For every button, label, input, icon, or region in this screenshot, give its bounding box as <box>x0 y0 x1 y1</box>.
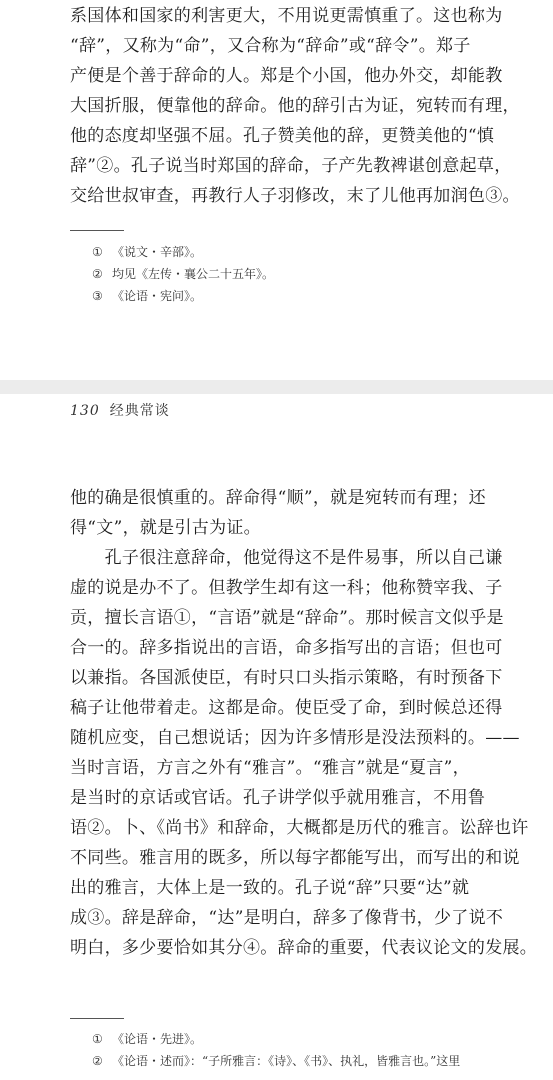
footnote-mark: ③ <box>92 289 103 303</box>
text-line: 他的态度却坚强不屈。孔子赞美他的辞，更赞美他的“慎 <box>70 126 495 146</box>
footnote-mark: ① <box>92 245 103 259</box>
footnote-divider <box>70 1018 124 1019</box>
footnote <box>92 1050 460 1072</box>
text-line: 以兼指。各国派使臣，有时只口头指示策略，有时预备下 <box>70 668 503 688</box>
footnote-text: 《论语・述而》：“子所雅言：《诗》、《书》、执礼，皆雅言也。”这里 <box>112 1054 461 1068</box>
text-line: 得“文”，就是引古为证。 <box>70 518 261 538</box>
footnote-text: 《说文・辛部》。 <box>112 245 203 259</box>
text-line: 语②。卜、《尚书》和辞命，大概都是历代的雅言。讼辞也许 <box>70 818 529 838</box>
footnote-mark: ② <box>92 267 103 281</box>
text-line: 辞”②。孔子说当时郑国的辞命，子产先教裨谌创意起草， <box>70 156 512 176</box>
text-line: 贡，擅长言语①，“言语”就是“辞命”。那时候言文似乎是 <box>70 608 504 628</box>
text-line: 交给世叔审查，再教行人子羽修改，末了儿他再加润色③。 <box>70 186 520 206</box>
book-page-top <box>0 0 553 380</box>
running-header <box>70 400 170 420</box>
footnote-mark: ① <box>92 1032 103 1046</box>
text-line: 随机应变，自己想说话；因为许多情形是没法预料的。—— <box>70 728 520 748</box>
text-line: 明白，多少要恰如其分④。辞命的重要，代表议论文的发展。 <box>70 938 538 958</box>
footnote-divider <box>70 230 124 231</box>
footnote <box>92 241 274 263</box>
text-line: 大国折服，便靠他的辞命。他的辞引古为证，宛转而有理， <box>70 96 520 116</box>
footnote-mark: ② <box>92 1054 103 1068</box>
footnote-text: 《论语・先进》。 <box>112 1032 203 1046</box>
text-line: “辞”，又称为“命”，又合称为“辞命”或“辞令”。郑子 <box>70 36 471 56</box>
text-line: 他的确是很慎重的。辞命得“顺”，就是宛转而有理；还 <box>70 488 486 508</box>
text-line: 当时言语，方言之外有“雅言”。“雅言”就是“夏言”， <box>70 758 470 778</box>
text-line: 虚的说是办不了。但教学生却有这一科；他称赞宰我、子 <box>70 578 503 598</box>
text-line: 系国体和国家的利害更大，不用说更需慎重了。这也称为 <box>70 6 503 26</box>
footnote-text: 《论语・宪问》。 <box>112 289 203 303</box>
text-line: 孔子很注意辞命，他觉得这不是件易事，所以自己谦 <box>70 548 503 568</box>
book-page-bottom <box>0 394 553 1080</box>
body-paragraph <box>70 1 520 211</box>
text-line: 不同些。雅言用的既多，所以每字都能写出，而写出的和说 <box>70 848 520 868</box>
footnote <box>92 1028 460 1050</box>
footnotes <box>92 241 274 307</box>
running-title: 经典常谈 <box>109 403 170 419</box>
footnote <box>92 263 274 285</box>
text-line: 成③。辞是辞命，“达”是明白，辞多了像背书，少了说不 <box>70 908 504 928</box>
text-line: 出的雅言，大体上是一致的。孔子说“辞”只要“达”就 <box>70 878 470 898</box>
page-number: 130 <box>70 403 100 419</box>
footnote-text: 均见《左传・襄公二十五年》。 <box>112 267 275 281</box>
text-line: 合一的。辞多指说出的言语，命多指写出的言语；但也可 <box>70 638 503 658</box>
footnotes <box>92 1028 460 1072</box>
body-paragraph <box>70 483 537 963</box>
footnote <box>92 285 274 307</box>
text-line: 产便是个善于辞命的人。郑是个小国，他办外交，却能教 <box>70 66 503 86</box>
text-line: 稿子让他带着走。这都是命。使臣受了命，到时候总还得 <box>70 698 503 718</box>
text-line: 是当时的京话或官话。孔子讲学似乎就用雅言，不用鲁 <box>70 788 486 808</box>
